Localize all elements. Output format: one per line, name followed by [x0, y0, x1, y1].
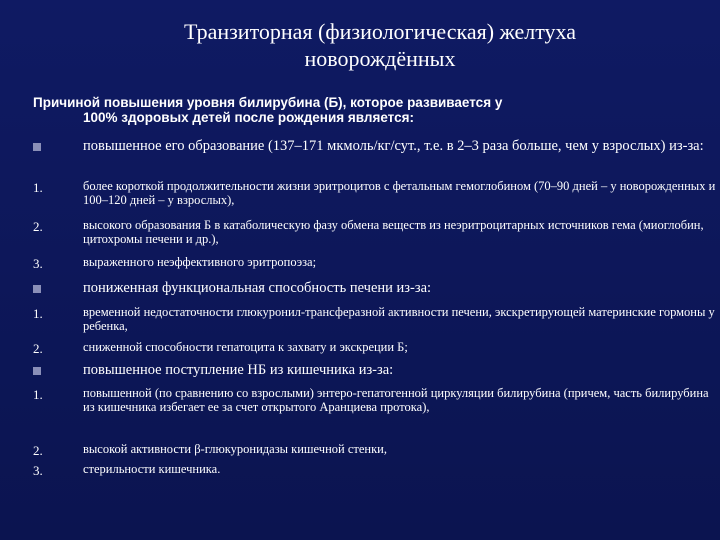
list-number: 3.: [33, 463, 43, 478]
list-item-text: пониженная функциональная способность печени из-за:: [83, 280, 432, 296]
list-number: 1.: [33, 306, 43, 321]
list-number: 1.: [33, 387, 43, 402]
slide-title-line-2: новорождённых: [304, 46, 456, 71]
intro-line-2: 100% здоровых детей после рождения является:: [83, 110, 414, 125]
list-item-text: высокой активности β-глюкуронидазы кишечной стенки,: [83, 442, 387, 456]
list-number: 2.: [33, 341, 43, 356]
slide-title-line-1: Транзиторная (физиологическая) желтуха: [183, 19, 577, 44]
list-number: 2.: [33, 443, 43, 458]
list-item-text: более короткой продолжительности жизни эритроцитов с фетальным гемоглобином (70–90 дней – у новорожденных и 100–120 дней – у взрослых),: [83, 179, 716, 207]
list-number: 1.: [33, 180, 43, 195]
list-number: 2.: [33, 219, 43, 234]
square-bullet-icon: [33, 362, 73, 379]
intro-line-1: Причиной повышения уровня билирубина (Б), которое развивается у: [33, 95, 503, 110]
list-item-text: стерильности кишечника.: [83, 462, 221, 476]
list-item-text: выраженного неэффективного эритропоэза;: [83, 255, 317, 269]
list-number: 3.: [33, 256, 43, 271]
slide-title: [120, 18, 640, 72]
list-item-text: высокого образования Б в катаболическую фазу обмена веществ из неэритроцитарных источников гема (миоглобин, цитохромы печени и др.),: [83, 218, 704, 246]
intro-text: [33, 95, 703, 125]
list-item-text: повышенное его образование (137–171 мкмоль/кг/сут., т.е. в 2–3 раза больше, чем у взрослых) из-за:: [83, 138, 704, 154]
list-item-text: сниженной способности гепатоцита к захвату и экскреции Б;: [83, 340, 408, 354]
list-item-text: временной недостаточности глюкуронил-трансферазной активности печени, экскретирующей материнские гормоны у ребенка,: [83, 305, 715, 333]
square-bullet-icon: [33, 280, 73, 297]
list-item-text: повышенное поступление НБ из кишечника из-за:: [83, 362, 394, 378]
list-item-text: повышенной (по сравнению со взрослыми) энтеро-гепатогенной циркуляции билирубина (причем, часть билирубина из кишечника избегает ее за счет открытого Аранциева протока),: [83, 386, 709, 414]
square-bullet-icon: [33, 138, 73, 155]
